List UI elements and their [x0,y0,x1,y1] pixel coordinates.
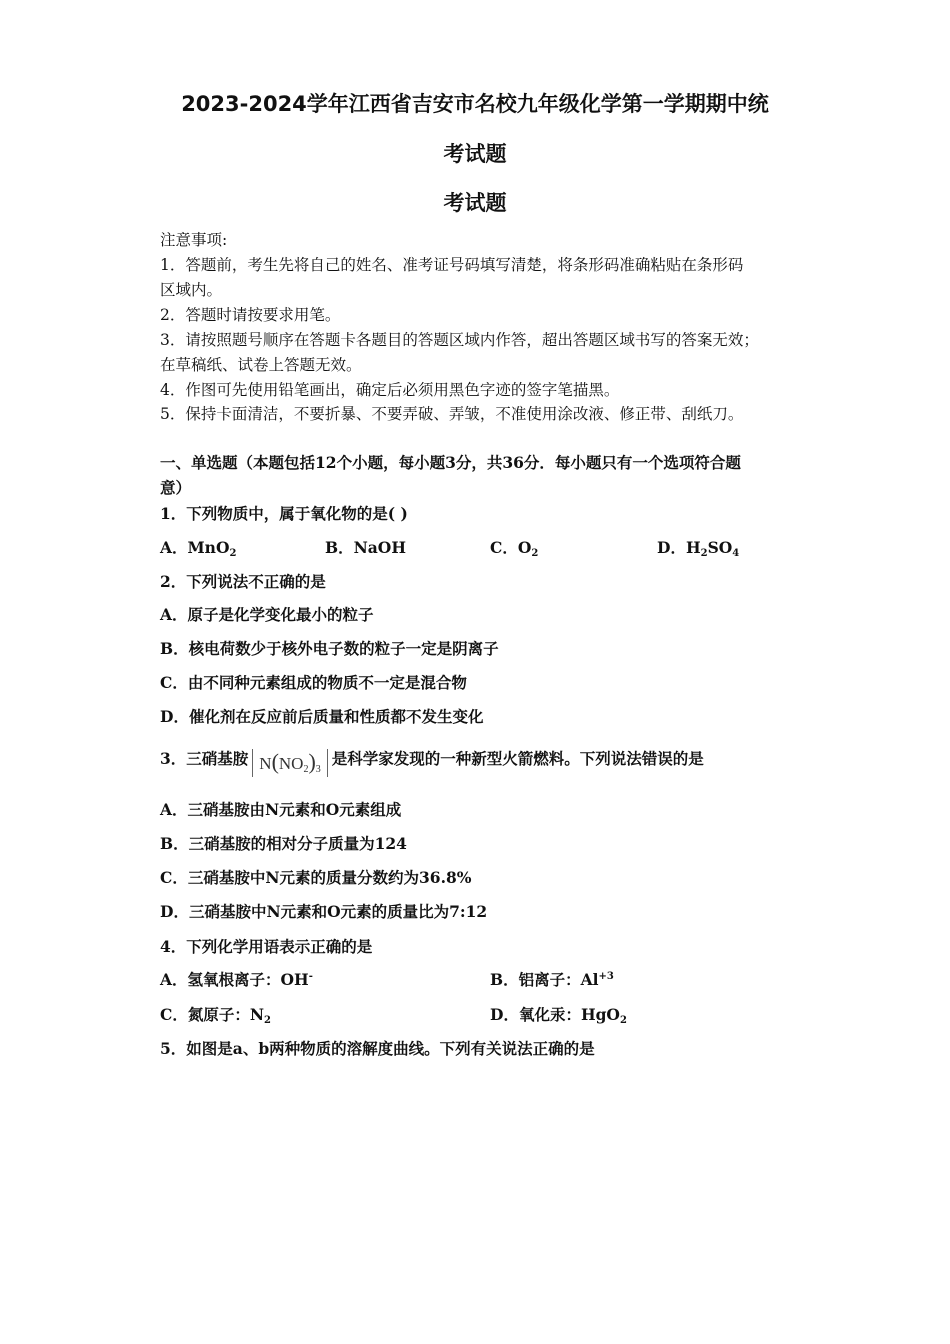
q2-stem: 2．下列说法不正确的是 [160,572,326,591]
q4-option-b: B．铝离子：$Al^{+3}$ [490,970,614,989]
q2-option-a: A．原子是化学变化最小的粒子 [160,605,374,624]
note-item-1a: 1．答题前，考生先将自己的姓名、准考证号码填写清楚，将条形码准确粘贴在条形码 [160,256,744,274]
q2-option-d: D．催化剂在反应前后质量和性质都不发生变化 [160,707,484,726]
q5-stem: 5．如图是a、b两种物质的溶解度曲线。下列有关说法正确的是 [160,1039,595,1058]
q3-option-b: B．三硝基胺的相对分子质量为124 [160,834,407,853]
q1-option-d: D．$H_2SO_4$ [657,538,740,559]
note-item-3b: 在草稿纸、试卷上答题无效。 [160,356,362,374]
q1-option-a: A．MnO$_2$ [160,538,237,559]
note-item-4: 4．作图可先使用铅笔画出，确定后必须用黑色字迹的签字笔描黑。 [160,381,620,399]
exam-title-line1: 2023-2024学年江西省吉安市名校九年级化学第一学期期中统 [181,92,769,116]
note-item-3a: 3．请按照题号顺序在答题卡各题目的答题区域内作答，超出答题区域书写的答案无效； [160,331,759,349]
q4-option-a: A．氢氧根离子：OH- [160,970,313,989]
note-item-1b: 区域内。 [160,281,223,299]
q2-option-c: C．由不同种元素组成的物质不一定是混合物 [160,673,467,692]
q3-option-d: D．三硝基胺中N元素和O元素的质量比为7:12 [160,902,488,921]
notes-heading: 注意事项: [160,231,228,249]
q4-option-c: C．氮原子：$N_2$ [160,1005,271,1026]
q3-formula: $N(NO_2)_3$ [252,749,328,777]
q2-option-b: B．核电荷数少于核外电子数的粒子一定是阴离子 [160,639,499,658]
section-heading-line2: 意） [160,478,192,497]
q3-option-c: C．三硝基胺中N元素的质量分数约为36.8% [160,868,472,887]
note-item-5: 5．保持卡面清洁，不要折暴、不要弄破、弄皱，不准使用涂改液、修正带、刮纸刀。 [160,405,744,423]
exam-title-line2: 考试题 [443,142,507,166]
q1-option-b: B．NaOH [325,538,406,557]
note-item-2: 2．答题时请按要求用笔。 [160,306,341,324]
q1-option-c: C．$O_2$ [490,538,539,559]
section-heading-line1: 一、单选题（本题包括12个小题，每小题3分，共36分．每小题只有一个选项符合题 [160,453,741,472]
exam-subtitle: 考试题 [443,191,507,215]
q3-option-a: A．三硝基胺由N元素和O元素组成 [160,800,402,819]
q3-stem: 3．三硝基胺 $N(NO_2)_3$是科学家发现的一种新型火箭燃料。下列说法错误的是 [160,749,704,775]
q4-stem: 4．下列化学用语表示正确的是 [160,937,373,956]
q1-stem: 1．下列物质中，属于氧化物的是( ) [160,504,408,523]
q4-option-d: D．氧化汞：HgO$_2$ [490,1005,627,1026]
